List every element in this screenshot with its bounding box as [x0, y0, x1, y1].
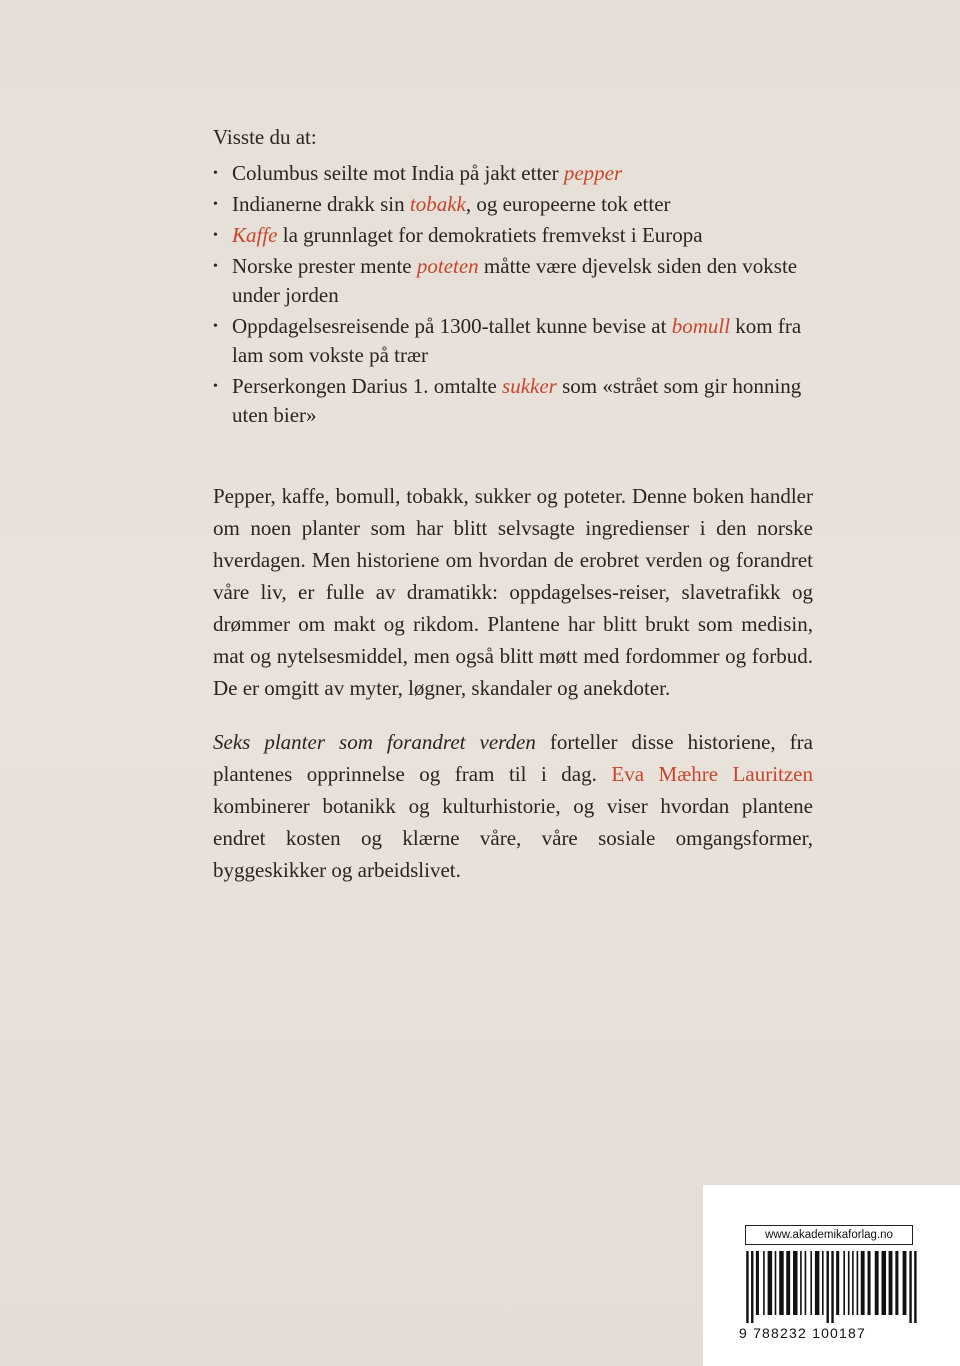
- isbn-number: 9 788232 100187: [739, 1325, 866, 1341]
- barcode-bar: [843, 1251, 845, 1315]
- barcode-bar: [868, 1251, 871, 1315]
- barcode-guard-bar: [831, 1251, 833, 1323]
- barcode-bar: [903, 1251, 907, 1315]
- barcode-bar: [775, 1251, 777, 1315]
- cover-text: [213, 122, 813, 886]
- barcode-bar: [800, 1251, 802, 1315]
- fact-item: • Kaffe la grunnlaget for demokratiets fremvekst i Europa: [213, 221, 813, 250]
- barcode-bar: [857, 1251, 859, 1315]
- barcode-bar: [861, 1251, 865, 1315]
- barcode-bar: [786, 1251, 790, 1315]
- barcode-bar: [848, 1251, 850, 1315]
- barcode-bar: [793, 1251, 798, 1315]
- barcode-bar: [756, 1251, 759, 1315]
- barcode-panel: [703, 1185, 960, 1366]
- barcode-guard-bar: [751, 1251, 753, 1323]
- barcode-bar: [895, 1251, 898, 1315]
- barcode-bar: [805, 1251, 807, 1315]
- fact-item: • Norske prester mente poteten måtte være djevelsk siden den vokste under jorden: [213, 252, 813, 310]
- barcode-bar: [810, 1251, 812, 1315]
- description-paragraph: Pepper, kaffe, bomull, tobakk, sukker og poteter. Denne boken handler om noen planter som har blitt selvsagte ingredienser i den norske hverdagen. Men historiene om hvordan de erobret verden og forandret våre liv, er fulle av dramatikk: oppdagelses-reiser, slavetrafikk og drømmer om makt og rikdom. Plantene har blitt brukt som medisin, mat og nytelsesmiddel, men også blitt møtt med fordommer og forbud. De er omgitt av myter, løgner, skandaler og anekdoter.: [213, 484, 813, 700]
- fact-item: • Oppdagelsesreisende på 1300-tallet kunne bevise at bomull kom fra lam som vokste på trær: [213, 312, 813, 370]
- barcode-bar: [875, 1251, 879, 1315]
- fact-item: • Indianerne drakk sin tobakk, og europeerne tok etter: [213, 190, 813, 219]
- barcode-bar: [836, 1251, 839, 1315]
- summary-paragraph: Seks planter som forandret verden forteller disse historiene, fra plantenes opprinnelse og fram til i dag. Eva Mæhre Lauritzen kombinerer botanikk og kulturhistorie, og viser hvordan plantene endret kosten og klærne våre, våre sosiale omgangsformer, byggeskikker og arbeidslivet.: [213, 730, 813, 882]
- barcode-bar: [763, 1251, 765, 1315]
- isbn-barcode: [743, 1251, 923, 1323]
- barcode-guard-bar: [914, 1251, 916, 1323]
- author-name: Eva Mæhre Lauritzen: [611, 762, 813, 786]
- fact-item: • Perserkongen Darius 1. omtalte sukker som «strået som gir honning uten bier»: [213, 372, 813, 430]
- barcode-bar: [852, 1251, 854, 1315]
- publisher-url: www.akademikaforlag.no: [745, 1225, 913, 1245]
- barcode-guard-bar: [827, 1251, 829, 1323]
- barcode-bar: [768, 1251, 773, 1315]
- barcode-bar: [779, 1251, 784, 1315]
- fact-item: • Columbus seilte mot India på jakt etter pepper: [213, 159, 813, 188]
- intro-heading: Visste du at:: [213, 125, 317, 149]
- barcode-bar: [882, 1251, 887, 1315]
- barcode-guard-bar: [746, 1251, 748, 1323]
- barcode-guard-bar: [909, 1251, 911, 1323]
- barcode-bar: [822, 1251, 824, 1315]
- barcode-bar: [889, 1251, 893, 1315]
- barcode-bar: [815, 1251, 820, 1315]
- facts-list: [213, 159, 813, 430]
- book-title: Seks planter som forandret verden: [213, 730, 536, 754]
